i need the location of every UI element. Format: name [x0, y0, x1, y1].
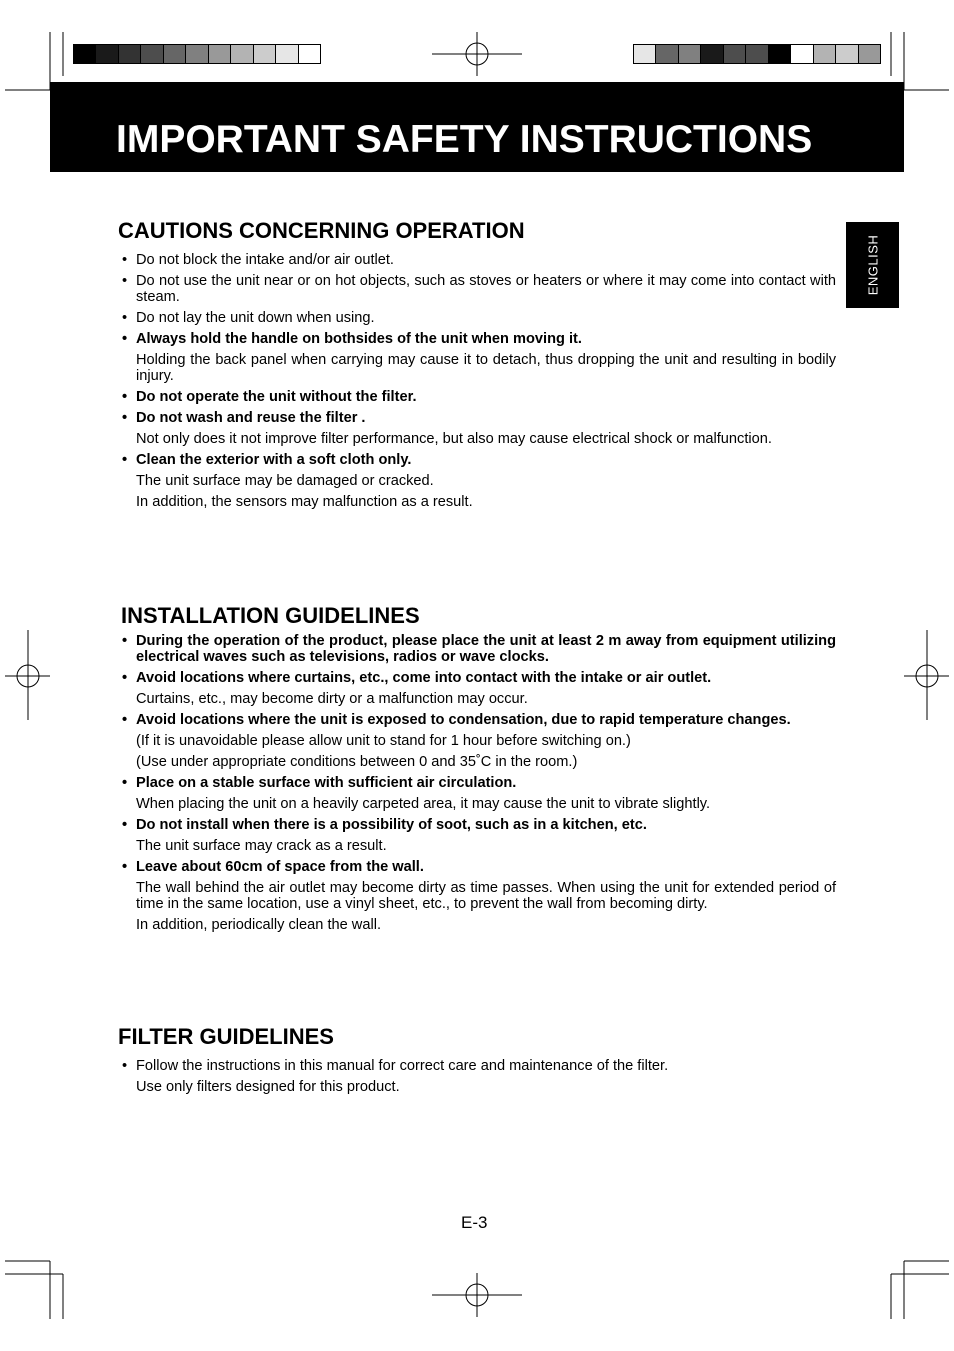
list-item: [120, 273, 836, 305]
color-swatch: [119, 45, 141, 63]
color-swatch: [634, 45, 656, 63]
bullet: •: [122, 452, 128, 468]
item-note: (Use under appropriate conditions between 0 and 35˚C in the room.): [136, 754, 578, 770]
bullet: •: [122, 775, 128, 791]
item-text: Do not wash and reuse the filter .: [136, 410, 366, 426]
item-text: Do not block the intake and/or air outlet.: [136, 252, 394, 268]
color-swatch: [299, 45, 320, 63]
color-swatch: [701, 45, 723, 63]
color-bar-left: [73, 44, 321, 64]
color-swatch: [186, 45, 208, 63]
color-swatch: [74, 45, 96, 63]
color-swatch: [231, 45, 253, 63]
item-note: (If it is unavoidable please allow unit to stand for 1 hour before switching on.): [136, 733, 631, 749]
item-note: Use only filters designed for this product.: [136, 1079, 400, 1095]
list-item: [120, 252, 836, 268]
bullet: •: [122, 410, 128, 426]
list-item: [120, 1058, 836, 1095]
item-text: Follow the instructions in this manual for correct care and maintenance of the filter.: [136, 1058, 669, 1074]
item-text: Clean the exterior with a soft cloth only.: [136, 452, 412, 468]
color-swatch: [679, 45, 701, 63]
list-item: [120, 410, 836, 447]
list-item: [120, 712, 836, 770]
bullet: •: [122, 273, 128, 289]
bullet: •: [122, 712, 128, 728]
color-swatch: [96, 45, 118, 63]
color-swatch: [141, 45, 163, 63]
color-swatch: [836, 45, 858, 63]
item-text: Leave about 60cm of space from the wall.: [136, 859, 424, 875]
item-note: Curtains, etc., may become dirty or a malfunction may occur.: [136, 691, 528, 707]
language-tab: [846, 222, 899, 308]
installation-list: [120, 633, 836, 933]
list-item: [120, 310, 836, 326]
item-note: Holding the back panel when carrying may cause it to detach, thus dropping the unit and resulting in bodily injury.: [136, 352, 836, 384]
item-note: The unit surface may be damaged or cracked.: [136, 473, 434, 489]
color-swatch: [164, 45, 186, 63]
color-swatch: [656, 45, 678, 63]
language-label: ENGLISH: [865, 234, 880, 296]
color-swatch: [791, 45, 813, 63]
item-text: Place on a stable surface with sufficient air circulation.: [136, 775, 517, 791]
bullet: •: [122, 670, 128, 686]
section-title-cautions: CAUTIONS CONCERNING OPERATION: [118, 218, 525, 243]
section-title-filter: FILTER GUIDELINES: [118, 1024, 334, 1049]
page-number: E-3: [461, 1213, 488, 1232]
item-text: During the operation of the product, please place the unit at least 2 m away from equipment utilizing electrical waves such as televisions, radios or wave clocks.: [136, 633, 836, 665]
list-item: [120, 452, 836, 510]
item-note: Not only does it not improve filter performance, but also may cause electrical shock or malfunction.: [136, 431, 772, 447]
item-text: Always hold the handle on bothsides of the unit when moving it.: [136, 331, 582, 347]
color-swatch: [276, 45, 298, 63]
item-text: Do not install when there is a possibility of soot, such as in a kitchen, etc.: [136, 817, 647, 833]
list-item: [120, 633, 836, 665]
color-swatch: [254, 45, 276, 63]
color-swatch: [724, 45, 746, 63]
color-bar-right: [633, 44, 881, 64]
bullet: •: [122, 1058, 128, 1074]
item-text: Avoid locations where curtains, etc., come into contact with the intake or air outlet.: [136, 670, 712, 686]
item-note: In addition, periodically clean the wall.: [136, 917, 381, 933]
color-swatch: [859, 45, 880, 63]
color-swatch: [769, 45, 791, 63]
bullet: •: [122, 331, 128, 347]
list-item: [120, 775, 836, 812]
item-note: When placing the unit on a heavily carpeted area, it may cause the unit to vibrate slightly.: [136, 796, 711, 812]
item-text: Do not operate the unit without the filter.: [136, 389, 417, 405]
list-item: [120, 817, 836, 854]
bullet: •: [122, 817, 128, 833]
item-text: Do not lay the unit down when using.: [136, 310, 375, 326]
list-item: [120, 331, 836, 384]
list-item: [120, 670, 836, 707]
section-title-installation: INSTALLATION GUIDELINES: [121, 603, 420, 628]
item-note: The wall behind the air outlet may become dirty as time passes. When using the unit for extended period of time in the same location, use a vinyl sheet, etc., to prevent the wall from becoming dirty.: [136, 880, 836, 912]
bullet: •: [122, 310, 128, 326]
item-text: Avoid locations where the unit is exposed to condensation, due to rapid temperature changes.: [136, 712, 791, 728]
filter-list: [120, 1058, 836, 1095]
list-item: [120, 859, 836, 933]
item-text: Do not use the unit near or on hot objects, such as stoves or heaters or where it may come into contact with steam.: [136, 273, 836, 305]
page-title: IMPORTANT SAFETY INSTRUCTIONS: [116, 118, 813, 161]
color-swatch: [746, 45, 768, 63]
title-banner: [50, 82, 904, 172]
color-swatch: [814, 45, 836, 63]
bullet: •: [122, 252, 128, 268]
item-note: In addition, the sensors may malfunction as a result.: [136, 494, 473, 510]
color-swatch: [209, 45, 231, 63]
item-note: The unit surface may crack as a result.: [136, 838, 387, 854]
list-item: [120, 389, 836, 405]
cautions-list: [120, 252, 836, 510]
bullet: •: [122, 389, 128, 405]
bullet: •: [122, 859, 128, 875]
bullet: •: [122, 633, 128, 649]
